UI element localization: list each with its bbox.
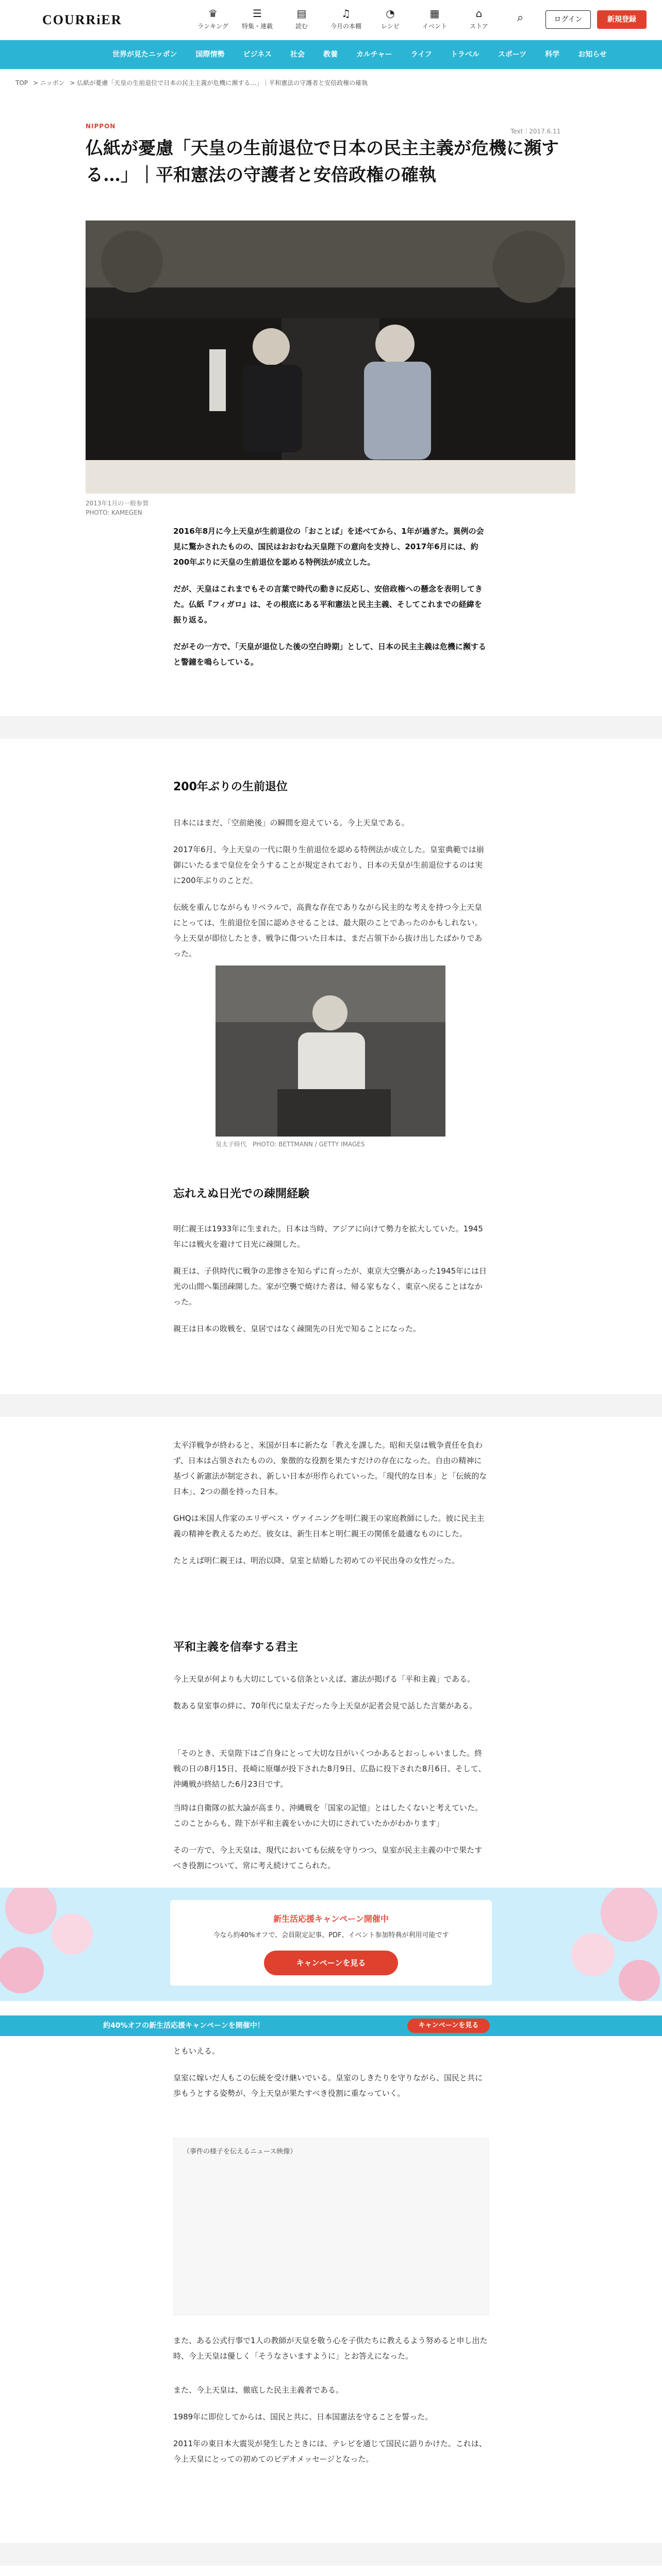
paragraph: 数ある皇室事の絆に、70年代に皇太子だった今上天皇が記者会見で話した言葉がある。 bbox=[173, 1701, 477, 1710]
article-section bbox=[173, 1671, 489, 1725]
section-heading: 忘れえぬ日光での疎開経験 bbox=[173, 1188, 310, 1200]
article-section bbox=[173, 2043, 489, 2112]
nav-item[interactable]: 世界が見たニッポン bbox=[112, 50, 177, 59]
nav-books[interactable]: ♫ 今月の本棚 bbox=[324, 7, 368, 30]
article-section bbox=[173, 1437, 489, 1580]
nav-features[interactable]: ☰ 特集・連載 bbox=[235, 7, 279, 30]
nav-item[interactable]: 教養 bbox=[323, 50, 338, 59]
campaign-card bbox=[170, 1900, 492, 1986]
nav-store[interactable]: ⌂ ストア bbox=[457, 7, 501, 30]
register-button[interactable]: 新規登録 bbox=[597, 10, 647, 29]
article-kicker[interactable]: NIPPON bbox=[86, 123, 116, 130]
campaign-subtitle: 今なら約40%オフで、会員限定記事、PDF、イベント参加特典が利用可能です bbox=[213, 1931, 449, 1939]
article-date: Text｜2017.6.11 bbox=[510, 128, 561, 135]
article-section bbox=[173, 815, 489, 973]
hero-photo-illustration bbox=[86, 221, 575, 494]
breadcrumb-current: 仏紙が憂慮「天皇の生前退位で日本の民主主義が危機に瀕する…」｜平和憲法の守護者と安倍政権の確執 bbox=[77, 79, 368, 87]
paragraph: 親王は日本の敗戦を、皇居ではなく疎開先の日光で知ることになった。 bbox=[173, 1324, 421, 1333]
search-icon[interactable]: ⌕ bbox=[517, 11, 524, 24]
paragraph: 当時は自衛隊の拡大論が高まり、沖縄戦を「国家の記憶」とはしたくないと考えていた。このことからも、陛下が平和主義をいかに大切にされていたかがわかります」 bbox=[173, 1803, 483, 1828]
paragraph: 皇室に嫁いだ人もこの伝統を受け継いでいる。皇室のしきたりを守りながら、国民と共に歩もうとする姿勢が、今上天皇が果たすべき役割に重なっていく。 bbox=[173, 2073, 483, 2098]
campaign-strip-text: 約40%オフの新生活応援キャンペーンを開催中！ bbox=[103, 2022, 264, 2030]
nav-item[interactable]: 科学 bbox=[545, 50, 560, 59]
nav-read[interactable]: ▤ 読む bbox=[279, 7, 324, 30]
recipe-icon: ◔ bbox=[386, 7, 395, 20]
video-label: （事件の様子を伝えるニュース映像） bbox=[183, 2148, 297, 2156]
campaign-strip-button[interactable]: キャンペーンを見る bbox=[407, 2019, 490, 2033]
nav-item[interactable]: お知らせ bbox=[578, 50, 607, 59]
site-logo[interactable]: COURRiER bbox=[42, 12, 122, 27]
section-divider bbox=[0, 716, 662, 739]
crown-prince-photo bbox=[216, 965, 445, 1137]
nav-ranking[interactable]: ♛ ランキング bbox=[191, 7, 235, 30]
campaign-button[interactable]: キャンペーンを見る bbox=[264, 1951, 398, 1975]
paragraph: 太平洋戦争が終わると、米国が日本に新たな「教えを課した。昭和天皇は戦争責任を負わず、日本は占領されたものの、象徴的な役割を果たすだけの存在になった。自由の精神に基づく新憲法が制定され、新しい日本が形作られていった。「現代的な日本」と「伝統的な日本」、2つの顔を持った日本。 bbox=[173, 1440, 487, 1496]
paragraph: 明仁親王は1933年に生まれた。日本は当時、アジアに向けて勢力を拡大していた。1945年には戦火を避けて日光に疎開した。 bbox=[173, 1224, 483, 1249]
article-lead bbox=[173, 523, 489, 681]
section-divider bbox=[0, 2543, 662, 2566]
header-icon-nav bbox=[191, 7, 501, 30]
nav-item[interactable]: 社会 bbox=[290, 50, 305, 59]
read-icon: ▤ bbox=[296, 7, 307, 20]
paragraph: 日本にはまだ、「空前絶後」の瞬間を迎えている。今上天皇である。 bbox=[173, 818, 409, 827]
photo2-caption: 皇太子時代 PHOTO: BETTMANN / GETTY IMAGES bbox=[216, 1141, 365, 1148]
section-heading: 200年ぶりの生前退位 bbox=[173, 781, 288, 793]
quote-block: 「そのとき、天皇陛下はご自身にとって大切な日がいくつかあるとおっしゃいました。終戦の日の8月15日、長崎に原爆が投下された8月9日、広島に投下された8月6日、そして、沖縄戦が終結した6月23日です。 bbox=[173, 1749, 486, 1789]
paragraph: 2017年6月、今上天皇の一代に限り生前退位を認める特例法が成立した。皇室典範では崩御にいたるまで皇位を全うすることが規定されており、日本の天皇が生前退位するのは実に200年ぶりのことだ。 bbox=[173, 845, 484, 885]
ranking-icon: ♛ bbox=[208, 7, 218, 20]
nav-recipe[interactable]: ◔ レシピ bbox=[368, 7, 412, 30]
paragraph: 伝統を重んじながらもリベラルで、高貴な存在でありながら民主的な考えを持つ今上天皇にとっては、生前退位を国に認めさせることは、最大限のことであったのかもしれない。今上天皇が即位したとき、戦争に傷ついた日本は、まだ占領下から抜け出したばかりであった。 bbox=[173, 903, 483, 958]
campaign-strip bbox=[0, 2015, 662, 2036]
breadcrumb: TOP > ニッポン > 仏紙が憂慮「天皇の生前退位で日本の民主主義が危機に瀕する…」｜平和憲法の守護者と安倍政権の確執 bbox=[15, 79, 368, 87]
breadcrumb-section[interactable]: ニッポン bbox=[40, 79, 65, 87]
nav-item[interactable]: ビジネス bbox=[243, 50, 272, 59]
nav-item[interactable]: ライフ bbox=[410, 50, 432, 59]
nav-item[interactable]: スポーツ bbox=[498, 50, 527, 59]
listen-icon: ♫ bbox=[341, 7, 351, 20]
site-header bbox=[0, 0, 662, 40]
nav-event[interactable]: ▦ イベント bbox=[412, 7, 457, 30]
article-section bbox=[173, 2382, 489, 2478]
article-title: 仏紙が憂慮「天皇の生前退位で日本の民主主義が危機に瀕する…」｜平和憲法の守護者と安倍政権の確執 bbox=[86, 138, 559, 185]
article-section bbox=[173, 1221, 489, 1348]
breadcrumb-top[interactable]: TOP bbox=[15, 79, 28, 87]
hero-photo bbox=[86, 221, 575, 494]
paragraph: また、ある公式行事で1人の教師が天皇を敬う心を子供たちに教えるよう努めると申し出た時、今上天皇は優しく「そうなさいますように」とお答えになった。 bbox=[173, 2336, 488, 2361]
paragraph: 1989年に即位してからは、国民と共に、日本国憲法を守ることを誓った。 bbox=[173, 2412, 433, 2421]
paragraph: GHQは米国人作家のエリザベス・ヴァイニングを明仁親王の家庭教師にした。彼に民主主義の精神を教えるためだ。彼女は、新生日本と明仁親王の関係を最適なものにした。 bbox=[173, 1514, 485, 1538]
hero-caption: 2013年1月の一般参賀 PHOTO: KAMEGEN bbox=[86, 500, 149, 516]
crown-prince-illustration bbox=[216, 965, 445, 1137]
article-section bbox=[173, 1800, 489, 1885]
paragraph: ともいえる。 bbox=[173, 2046, 220, 2056]
lead-paragraph: だが、天皇はこれまでもその言葉で時代の動きに反応し、安倍政権への懸念を表明してきた。仏紙『フィガロ』は、その根底にある平和憲法と民主主義、そしてこれまでの経緯を振り返る。 bbox=[173, 584, 483, 624]
paragraph: また、今上天皇は、徹底した民主主義者である。 bbox=[173, 2385, 344, 2395]
login-button[interactable]: ログイン bbox=[545, 10, 591, 29]
section-heading: 平和主義を信奉する君主 bbox=[173, 1641, 299, 1654]
features-icon: ☰ bbox=[253, 7, 262, 20]
nav-item[interactable]: 国際情勢 bbox=[195, 50, 225, 59]
paragraph: 2011年の東日本大震災が発生したときには、テレビを通じて国民に語りかけた。これは、今上天皇にとっての初めてのビデオメッセージとなった。 bbox=[173, 2439, 487, 2464]
nav-item[interactable]: カルチャー bbox=[356, 50, 392, 59]
campaign-banner bbox=[0, 1888, 662, 2001]
nav-item[interactable]: トラベル bbox=[450, 50, 479, 59]
paragraph: たとえば明仁親王は、明治以降、皇室と結婚した初めての平民出身の女性だった。 bbox=[173, 1556, 460, 1565]
event-icon: ▦ bbox=[429, 7, 440, 20]
campaign-title: 新生活応援キャンペーン開催中 bbox=[273, 1914, 389, 1924]
section-divider bbox=[0, 1394, 662, 1417]
paragraph: 今上天皇が何よりも大切にしている信条といえば、憲法が掲げる「平和主義」である。 bbox=[173, 1674, 475, 1684]
paragraph: 親王は、子供時代に戦争の悲惨さを知らずに育ったが、東京大空襲があった1945年には日光の山間へ集団疎開した。家が空襲で焼けた者は、帰る家もなく、東京へ戻ることはなかった。 bbox=[173, 1266, 487, 1307]
lead-paragraph: 2016年8月に今上天皇が生前退位の「おことば」を述べてから、1年が過ぎた。異例の会見に驚かされたものの、国民はおおむね天皇陛下の意向を支持し、2017年6月には、約200年ぶりに天皇の生前退位を認める特例法が成立した。 bbox=[173, 527, 484, 567]
lead-paragraph: だがその一方で、「天皇が退位した後の空白時期」として、日本の民主主義は危機に瀕すると警鐘を鳴らしている。 bbox=[173, 642, 486, 667]
video-embed[interactable] bbox=[173, 2138, 489, 2315]
category-nav bbox=[0, 40, 662, 69]
article-section bbox=[173, 2333, 489, 2375]
store-icon: ⌂ bbox=[475, 7, 483, 20]
paragraph: その一方で、今上天皇は、現代においても伝統を守りつつ、皇室が民主主義の中で果たすべき役割について、常に考え続けてこられた。 bbox=[173, 1845, 483, 1870]
